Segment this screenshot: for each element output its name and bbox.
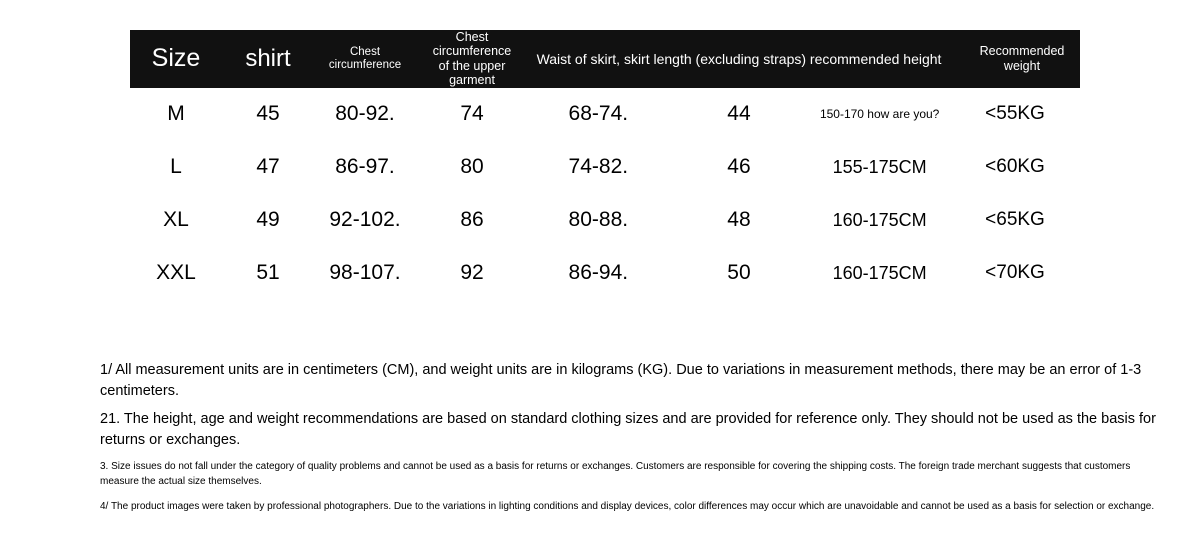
cell-skirt-length: 50 xyxy=(727,261,751,284)
cell-shirt: 45 xyxy=(256,102,280,125)
cell-waist: 80-88. xyxy=(568,208,629,231)
table-header xyxy=(130,30,1080,88)
cell-size: L xyxy=(170,155,182,178)
cell-chest-circumference: 92-102. xyxy=(329,208,401,231)
cell-chest-upper: 74 xyxy=(460,102,484,125)
cell-size: M xyxy=(167,102,185,125)
cell-skirt-length: 48 xyxy=(727,208,751,231)
cell-waist: 74-82. xyxy=(568,155,629,178)
cell-chest-circumference: 98-107. xyxy=(329,261,401,284)
note-color-difference: 4/ The product images were taken by professional photographers. Due to the variations in lighting conditions and display devices, color differences may occur which are unavoidable and cannot be used as a basis for selection or exchange. xyxy=(100,501,1155,513)
note-measurement-units: 1/ All measurement units are in centimeters (CM), and weight units are in kilograms (KG). Due to variations in measurement methods, there may be an error of 1-3 centimeters. xyxy=(100,362,1142,400)
cell-chest-circumference: 80-92. xyxy=(335,102,395,125)
note-size-recommendation: 21. The height, age and weight recommendations are based on standard clothing sizes and are provided for reference only. They should not be used as the basis for returns or exchanges. xyxy=(100,411,1156,449)
cell-height: 150-170 how are you? xyxy=(819,107,940,121)
table-body xyxy=(130,88,1080,300)
header-chest-circumference xyxy=(314,30,416,88)
cell-height: 160-175CM xyxy=(832,262,927,283)
table-header-row xyxy=(130,30,1080,88)
table-row xyxy=(130,247,1080,300)
cell-weight: <55KG xyxy=(985,103,1045,124)
cell-chest-upper: 92 xyxy=(460,261,484,284)
cell-size: XL xyxy=(163,208,189,231)
header-chest-upper-garment xyxy=(416,30,528,88)
cell-waist: 68-74. xyxy=(568,102,629,125)
cell-waist: 86-94. xyxy=(568,261,629,284)
table-row xyxy=(130,194,1080,247)
header-waist-skirt-height: Waist of skirt, skirt length (excluding straps) recommended height xyxy=(536,50,942,67)
cell-skirt-length: 46 xyxy=(727,155,751,178)
header-upper-line2: of the upper garment xyxy=(438,58,506,88)
notes-section xyxy=(100,360,1170,515)
cell-size: XXL xyxy=(156,261,196,284)
table-row xyxy=(130,141,1080,194)
table-row xyxy=(130,88,1080,141)
cell-weight: <65KG xyxy=(985,209,1045,230)
note-size-issues-policy: 3. Size issues do not fall under the category of quality problems and cannot be used as a basis for returns or exchanges. Customers are responsible for covering the shipping costs. The foreign trade merchant suggests that customers measure the actual size themselves. xyxy=(100,461,1131,487)
cell-skirt-length: 44 xyxy=(727,102,751,125)
cell-height: 160-175CM xyxy=(832,209,927,230)
header-upper-line1: Chest circumference xyxy=(432,30,512,59)
header-weight-line2: weight xyxy=(1003,58,1041,73)
cell-shirt: 47 xyxy=(256,155,280,178)
header-weight-line1: Recommended xyxy=(979,44,1065,59)
cell-chest-upper: 86 xyxy=(460,208,484,231)
cell-weight: <70KG xyxy=(985,262,1045,283)
cell-chest-upper: 80 xyxy=(460,155,484,178)
size-table xyxy=(130,30,1080,300)
cell-shirt: 49 xyxy=(256,208,280,231)
header-recommended-weight xyxy=(950,30,1080,88)
cell-chest-circumference: 86-97. xyxy=(335,155,395,178)
header-chest-line1: Chest xyxy=(349,45,381,58)
header-chest-line2: circumference xyxy=(328,58,402,71)
header-size: Size xyxy=(151,44,201,73)
cell-height: 155-175CM xyxy=(832,156,927,177)
header-shirt: shirt xyxy=(245,44,291,72)
cell-weight: <60KG xyxy=(985,156,1045,177)
cell-shirt: 51 xyxy=(256,261,280,284)
